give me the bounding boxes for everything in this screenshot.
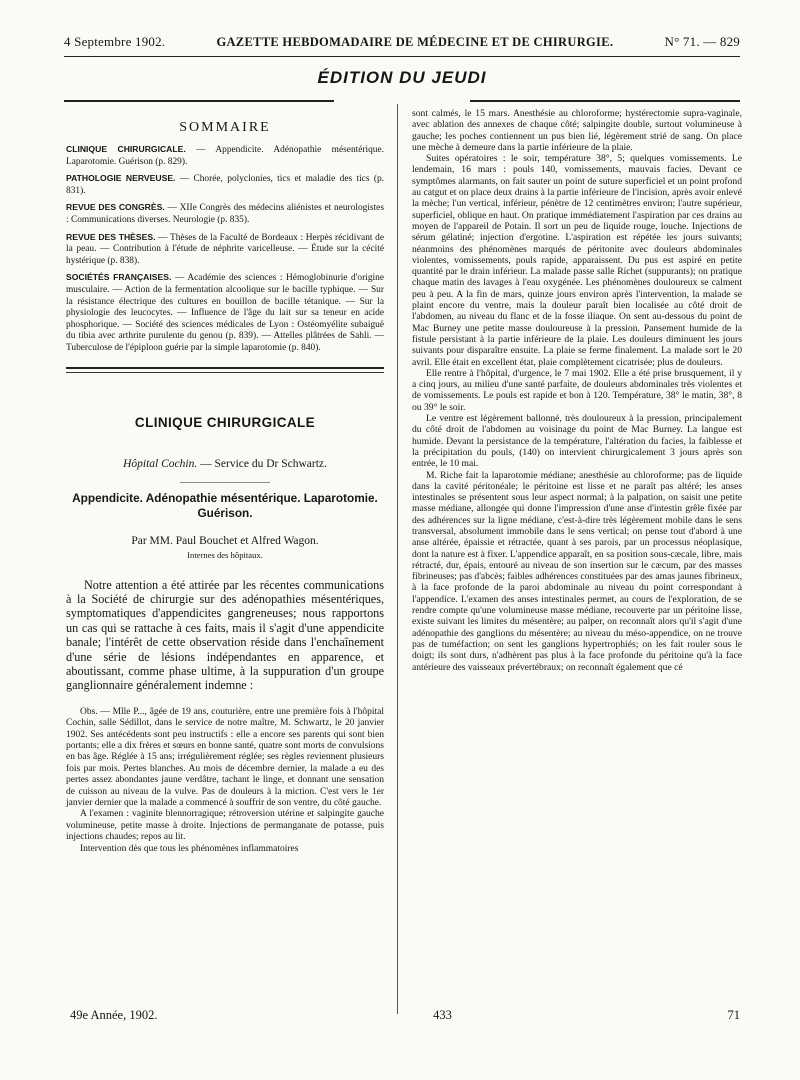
sommaire-entry-label: SOCIÉTÉS FRANÇAISES. [66,272,172,283]
body-paragraph: Obs. — Mlle P..., âgée de 19 ans, couturière, entre une première fois à l'hôpital Cochin, salle Sédillot, dans le service de notre maître, M. Schwartz, le 20 janvier 1902. Ses antécédents sont peu instructifs : elle a encore ses parents qui sont bien portants; elle a dix frères et sœurs en bonne santé, quatre sont morts de convulsions en bas âge. Réglée à 15 ans; irrégulièrement réglée; ses règles reviennent plusieurs fois par mois. Pertes blanches. Au mois de décembre dernier, la malade a eu des pertes assez abondantes jaune verdâtre, tachant le linge, et donnant une sensation de cuisson au niveau de la vulve. Pas de douleurs à la miction. C'est vers le 1er janvier dernier que la malade a commencé à souffrir de son ventre, du côté gauche. [66,706,384,808]
sommaire-entry-text: — Appendicite. Adénopathie mésentérique. Laparotomie. Guérison (p. 829). [66,145,385,167]
sommaire-entry [66,173,384,197]
body-paragraph: Suites opératoires : le soir, température 38°, 5; quelques vomissements. Le lendemain, 16 mars : pouls 140, vomissements, mauvais facies. Devant ce symptômes alarmants, on fait sauter un point de suture superficiel et un point profond au catgut et on place deux drains à la partie inférieure de l'incision, après avoir enlevé la mèche; l'un vertical, inférieur, pénètre de 12 centimètres environ; l'autre supérieur, superficiel, oblique en haut. On pratique immédiatement l'aspiration par ces drains au moyen de l'appareil de Potain. Il sort un peu de liquide rouge, louche. Injections de sérum gélatiné; injection d'ergotine. L'aspiration est répétée les jours suivants; néanmoins des phénomènes marqués de péritonite avec douleurs abdominales violentes, vomissements, pouls rapide, apparaissent. Du pus est aspiré en petite quantité par le drain inférieur. La malade passe salle Richet (suppurants); on pratique chaque matin des lavages à l'eau oxygénée. Les phénomènes douloureux se calment peu à peu. A la fin de mars, quinze jours environ après l'intervention, la malade se plaint encore du ventre, mais la douleur paraît bien localisée au côté droit de l'abdomen, au niveau du flanc et de la fosse iliaque. On sent au-dessous du point de Mac Burney une petite masse douloureuse à la pression. Pansement humide de la fistule persistant à la partie inférieure de la plaie. Les douleurs diminuent les jours suivants pour disparaître ensuite. La plaie se ferme finalement. La malade sort le 20 avril. Elle était en excellent état, plaie complètement cicatrisée; plus de douleurs. [412,153,742,368]
page-footer [70,1008,740,1023]
article-intro: Notre attention a été attirée par les récentes communications à la Société de chirurgie sur des adénopathies mésentériques, symptomatiques d'appendicites gangreneuses; nous rapportons un cas qui se rattache à ces faits, mais il s'agit d'une appendicite banale; l'intérêt de cette observation réside dans l'enchaînement d'une série de lésions indépendantes en apparence, et aboutissant, comme phase ultime, à la suppuration d'un groupe ganglionnaire généralement indemne : [66,577,384,693]
sommaire-entry-label: REVUE DES THÈSES. [66,231,156,242]
journal-title: GAZETTE HEBDOMADAIRE DE MÉDECINE ET DE CHIRURGIE. [216,35,614,49]
service-name: — Service du Dr Schwartz. [197,457,327,470]
right-column [412,108,742,673]
edition-rule-right [470,100,740,102]
header-page-number: N° 71. — 829 [664,34,740,49]
short-rule [180,482,270,483]
body-paragraph: sont calmés, le 15 mars. Anesthésie au chloroforme; hystérectomie supra-vaginale, avec ablation des annexes de chaque côté; salpingite double, surtout volumineuse à gauche; les poches contiennent un pus bien lié, légèrement strié de sang. On place une mèche à demeure dans la partie inférieure de la plaie. [412,108,742,153]
sommaire-entry [66,202,384,226]
article-title: Appendicite. Adénopathie mésentérique. Laparotomie. Guérison. [72,490,378,520]
section-title: CLINIQUE CHIRURGICALE [134,414,316,430]
section-rule-thin [66,372,384,373]
body-paragraph: A l'examen : vaginite blennorragique; rétroversion utérine et salpingite gauche volumineuse, petite masse à droite. Injections de permanganate de potasse, puis injections chaudes; repos au lit. [66,809,384,843]
left-column [66,108,384,855]
sommaire-entry [66,272,384,354]
hospital-line [66,458,384,470]
body-paragraph: M. Riche fait la laparotomie médiane; anesthésie au chloroforme; pas de liquide dans la cavité péritonéale; le péritoine est lisse et ne paraît pas altéré; les anses intestinales se présentent sous leur aspect normal; à la palpation, on saisit une petite masse médiane, allongée qui donne l'impression d'une anse d'intestin grêle fixée par des adhérences sur la ligne médiane, c'est-à-dire très légèrement mobile dans le sens transversal, absolument immobile dans le sens vertical; on pense tout d'abord à une anse altérée, épaissie et rétractée, quant à ses parois, par un processus néoplasique, dont la nature est à fixer. L'appendice apparaît, en sa position sous-cæcale, libre, mais rétracté, dur, épais, entouré au niveau de son insertion sur le cæcum, par des masses fibrineuses; pas d'abcès; faibles adhérences constituées par des amas jaunes fibrineux, à la face profonde de la paroi abdominale au niveau du point correspondant à l'appendice. L'examen des anses intestinales permet, au cours de l'exploration, de se rendre compte qu'une volumineuse masse médiane, recouverte par un péritoine lisse, existe suivant les limites du mésentère; au palper, on reconnaît alors qu'il s'agit d'une adénopathie des ganglions du mésentère; au niveau du méso-appendice, on ne trouve pas de tuméfaction; on sent les ganglions hypertrophiés; on les fait rouler sous le doigt; ils sont durs, n'adhèrent pas plus à la face profonde du péritoine qu'à la face antérieure des vaisseaux prévertébraux; on reconnaît également que cé [412,469,742,673]
article-affiliation: Internes des hôpitaux. [187,549,263,560]
column-divider [397,104,398,1014]
sommaire-entry-text: — Chorée, polyclonies, tics et maladie des tics (p. 831). [66,174,384,196]
sommaire-entry-text: — Académie des sciences : Hémoglobinurie d'origine musculaire. — Action de la fermentation alcoolique sur le bacille typhique. — Sur la résistance électrique des cultures en bouillon de bacille tétanique. — Sur la physiologie des leucocytes. — Influence de l'âge du lait sur sa teneur en acide phosphorique. — Société des sciences médicales de Lyon : Ostéomyélite subaiguë du tibia avec arthrite purulente du genou (p. 839). — Attelles plâtrées de Sahli. — Tuberculose de l'épiploon guérie par la simple laparotomie (p. 840). [66,273,384,353]
header-date: 4 Septembre 1902. [64,34,166,49]
article-authors: Par MM. Paul Bouchet et Alfred Wagon. [131,534,319,547]
running-header [64,34,740,50]
sommaire-entry [66,144,384,168]
sommaire-entry-label: PATHOLOGIE NERVEUSE. [66,173,176,184]
sommaire-title: SOMMAIRE [179,120,271,135]
edition-rule-left [64,100,334,102]
body-paragraph: Intervention dès que tous les phénomènes inflammatoires [80,843,299,854]
body-paragraph: Elle rentre à l'hôpital, d'urgence, le 7 mai 1902. Elle a été prise brusquement, il y a cinq jours, au milieu d'une santé parfaite, de douleurs abdominales très violentes et de vomissements. Le pouls est rapide et bon à 120. Température, 38° le matin, 38°, 8 ou 39° le soir. [412,367,742,413]
sommaire-entry [66,232,384,268]
header-rule [64,56,740,57]
hospital-name: Hôpital Cochin. [123,457,198,470]
sommaire-entry-text: — XIIe Congrès des médecins aliénistes et neurologistes : Communications diverses. Neurologie (p. 835). [66,203,384,225]
sommaire-entry-text: — Thèses de la Faculté de Bordeaux : Herpès récidivant de la peau. — Contribution à l'étude de néphrite varicelleuse. — Étude sur la cécité hystérique (p. 838). [66,232,384,266]
section-rule [66,367,384,369]
body-paragraph: Le ventre est légèrement ballonné, très douloureux à la pression, principalement du côté droit de l'abdomen au voisinage du point de Mac Burney. La langue est humide. Devant la persistance de la température, l'altération du facies, la faiblesse et la précipitation du pouls, (140) on intervient chirurgicalement 3 jours après son entrée, le 10 mai. [412,413,742,470]
sommaire-entry-label: REVUE DES CONGRÈS. [66,202,165,213]
footer-page: 433 [433,1008,452,1022]
footer-issue: 71 [727,1008,740,1022]
sommaire-entry-label: CLINIQUE CHIRURGICALE. [66,144,186,154]
footer-year: 49e Année, 1902. [70,1008,158,1022]
edition-banner: ÉDITION DU JEUDI [317,68,487,87]
